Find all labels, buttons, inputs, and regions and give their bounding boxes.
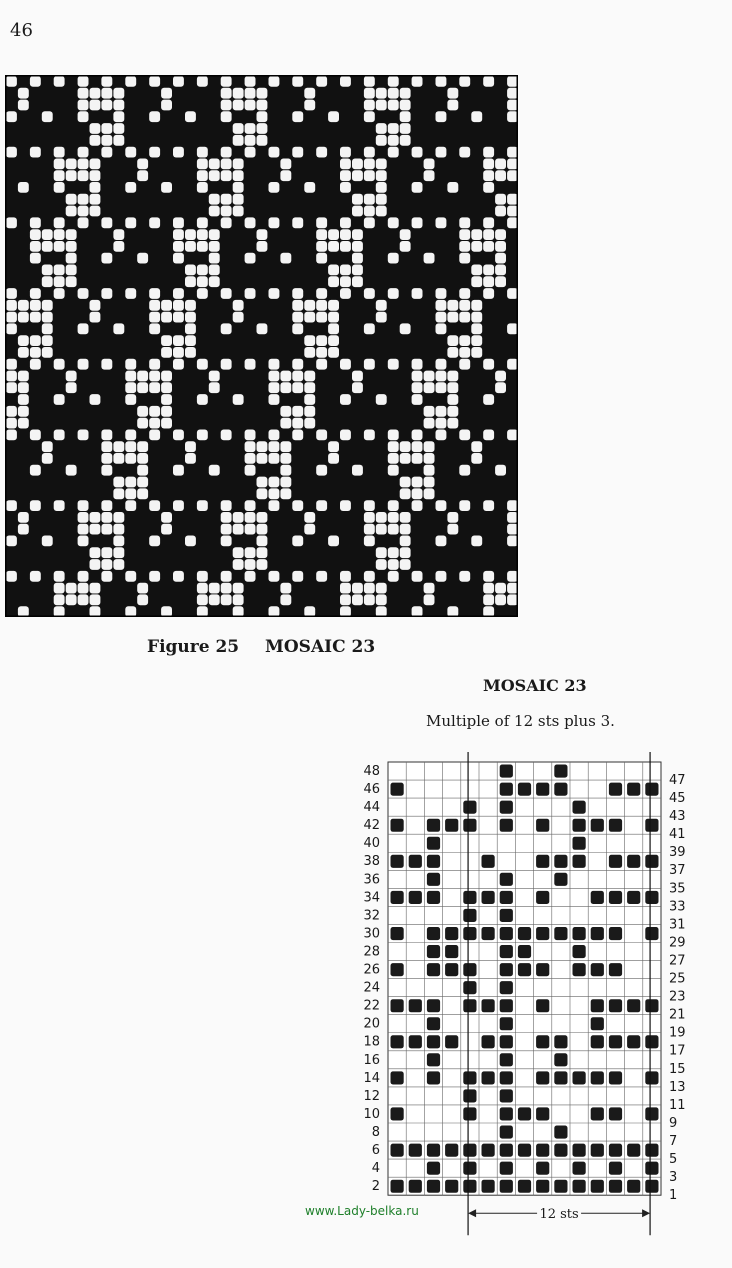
row-number-right: 19 xyxy=(669,1025,686,1041)
row-number-right: 29 xyxy=(669,935,686,951)
filled-stitch xyxy=(445,945,458,958)
filled-stitch xyxy=(554,1126,567,1139)
row-number-left: 32 xyxy=(363,908,380,924)
filled-stitch xyxy=(500,891,513,904)
filled-stitch xyxy=(591,1017,604,1030)
row-number-left: 40 xyxy=(363,836,380,852)
filled-stitch xyxy=(645,927,658,940)
filled-stitch xyxy=(463,1089,476,1102)
filled-stitch xyxy=(391,855,404,868)
figure-caption xyxy=(147,637,375,657)
row-number-right: 5 xyxy=(669,1152,678,1168)
filled-stitch xyxy=(391,1035,404,1048)
filled-stitch xyxy=(554,1053,567,1066)
filled-stitch xyxy=(609,963,622,976)
filled-stitch xyxy=(500,819,513,832)
filled-stitch xyxy=(518,1107,531,1120)
filled-stitch xyxy=(391,1144,404,1157)
row-number-right: 13 xyxy=(669,1079,686,1095)
filled-stitch xyxy=(463,927,476,940)
filled-stitch xyxy=(391,1071,404,1084)
filled-stitch xyxy=(427,1035,440,1048)
filled-stitch xyxy=(482,927,495,940)
filled-stitch xyxy=(500,927,513,940)
filled-stitch xyxy=(445,927,458,940)
filled-stitch xyxy=(391,891,404,904)
filled-stitch xyxy=(573,1071,586,1084)
row-number-right: 15 xyxy=(669,1061,686,1077)
filled-stitch xyxy=(391,1107,404,1120)
filled-stitch xyxy=(463,1162,476,1175)
filled-stitch xyxy=(554,873,567,886)
filled-stitch xyxy=(573,837,586,850)
filled-stitch xyxy=(391,927,404,940)
filled-stitch xyxy=(500,1144,513,1157)
filled-stitch xyxy=(482,891,495,904)
filled-stitch xyxy=(573,801,586,814)
row-number-left: 6 xyxy=(371,1143,380,1159)
figure-label: Figure 25 xyxy=(147,637,240,657)
filled-stitch xyxy=(518,963,531,976)
filled-stitch xyxy=(609,1035,622,1048)
row-number-left: 48 xyxy=(363,763,380,779)
row-number-right: 9 xyxy=(669,1115,678,1131)
filled-stitch xyxy=(427,963,440,976)
filled-stitch xyxy=(591,891,604,904)
row-number-left: 24 xyxy=(363,980,380,996)
filled-stitch xyxy=(609,999,622,1012)
filled-stitch xyxy=(627,1180,640,1193)
row-number-right: 31 xyxy=(669,917,686,933)
filled-stitch xyxy=(482,855,495,868)
filled-stitch xyxy=(482,999,495,1012)
filled-stitch xyxy=(645,891,658,904)
filled-stitch xyxy=(500,1053,513,1066)
row-number-left: 26 xyxy=(363,962,380,978)
filled-stitch xyxy=(427,1017,440,1030)
row-number-right: 23 xyxy=(669,989,686,1005)
filled-stitch xyxy=(500,1017,513,1030)
filled-stitch xyxy=(536,891,549,904)
filled-stitch xyxy=(554,765,567,778)
filled-stitch xyxy=(500,945,513,958)
page-number: 46 xyxy=(10,20,33,41)
filled-stitch xyxy=(500,999,513,1012)
filled-stitch xyxy=(645,1162,658,1175)
filled-stitch xyxy=(536,1107,549,1120)
filled-stitch xyxy=(518,927,531,940)
filled-stitch xyxy=(482,1180,495,1193)
filled-stitch xyxy=(427,1144,440,1157)
filled-stitch xyxy=(591,1071,604,1084)
filled-stitch xyxy=(445,963,458,976)
filled-stitch xyxy=(500,1071,513,1084)
filled-stitch xyxy=(500,963,513,976)
filled-stitch xyxy=(591,927,604,940)
row-number-right: 1 xyxy=(669,1188,678,1204)
row-number-left: 34 xyxy=(363,890,380,906)
filled-stitch xyxy=(536,1144,549,1157)
row-number-right: 27 xyxy=(669,953,686,969)
filled-stitch xyxy=(609,783,622,796)
row-number-left: 2 xyxy=(371,1179,380,1195)
filled-stitch xyxy=(573,963,586,976)
filled-stitch xyxy=(609,927,622,940)
filled-stitch xyxy=(463,981,476,994)
filled-stitch xyxy=(391,783,404,796)
filled-stitch xyxy=(627,999,640,1012)
row-number-right: 17 xyxy=(669,1043,686,1059)
watermark: www.Lady-belka.ru xyxy=(305,1204,419,1218)
row-number-left: 44 xyxy=(363,800,380,816)
knitting-chart xyxy=(350,752,720,1267)
row-number-left: 38 xyxy=(363,854,380,870)
filled-stitch xyxy=(391,819,404,832)
filled-stitch xyxy=(409,1035,422,1048)
filled-stitch xyxy=(391,1180,404,1193)
row-number-left: 14 xyxy=(363,1070,380,1086)
filled-stitch xyxy=(645,1071,658,1084)
filled-stitch xyxy=(573,819,586,832)
filled-stitch xyxy=(536,819,549,832)
filled-stitch xyxy=(645,819,658,832)
filled-stitch xyxy=(463,1071,476,1084)
filled-stitch xyxy=(518,783,531,796)
filled-stitch xyxy=(536,1162,549,1175)
filled-stitch xyxy=(591,999,604,1012)
filled-stitch xyxy=(554,1071,567,1084)
filled-stitch xyxy=(409,999,422,1012)
row-number-left: 42 xyxy=(363,818,380,834)
filled-stitch xyxy=(573,945,586,958)
filled-stitch xyxy=(409,1144,422,1157)
filled-stitch xyxy=(500,909,513,922)
filled-stitch xyxy=(463,999,476,1012)
figure-title: MOSAIC 23 xyxy=(265,637,376,657)
filled-stitch xyxy=(573,1162,586,1175)
row-number-left: 36 xyxy=(363,872,380,888)
row-number-right: 33 xyxy=(669,899,686,915)
filled-stitch xyxy=(463,819,476,832)
filled-stitch xyxy=(463,1144,476,1157)
filled-stitch xyxy=(554,1035,567,1048)
row-number-right: 47 xyxy=(669,772,686,788)
row-number-left: 8 xyxy=(371,1124,380,1140)
row-number-left: 30 xyxy=(363,926,380,942)
filled-stitch xyxy=(500,981,513,994)
row-number-right: 25 xyxy=(669,971,686,987)
filled-stitch xyxy=(609,891,622,904)
filled-stitch xyxy=(427,873,440,886)
filled-stitch xyxy=(500,765,513,778)
filled-stitch xyxy=(536,1071,549,1084)
filled-stitch xyxy=(627,783,640,796)
row-number-left: 18 xyxy=(363,1034,380,1050)
filled-stitch xyxy=(591,1180,604,1193)
filled-stitch xyxy=(518,1144,531,1157)
filled-stitch xyxy=(445,819,458,832)
filled-stitch xyxy=(500,1180,513,1193)
filled-stitch xyxy=(427,999,440,1012)
filled-stitch xyxy=(536,783,549,796)
filled-stitch xyxy=(427,1071,440,1084)
filled-stitch xyxy=(645,999,658,1012)
filled-stitch xyxy=(500,1089,513,1102)
filled-stitch xyxy=(427,891,440,904)
row-number-right: 35 xyxy=(669,881,686,897)
filled-stitch xyxy=(573,927,586,940)
filled-stitch xyxy=(463,963,476,976)
filled-stitch xyxy=(573,1144,586,1157)
row-number-right: 7 xyxy=(669,1133,678,1149)
filled-stitch xyxy=(645,1035,658,1048)
filled-stitch xyxy=(645,1107,658,1120)
filled-stitch xyxy=(391,963,404,976)
row-number-left: 22 xyxy=(363,998,380,1014)
repeat-label: 12 sts xyxy=(539,1207,579,1223)
filled-stitch xyxy=(536,1180,549,1193)
filled-stitch xyxy=(627,1035,640,1048)
filled-stitch xyxy=(500,783,513,796)
filled-stitch xyxy=(427,1180,440,1193)
filled-stitch xyxy=(445,1144,458,1157)
filled-stitch xyxy=(427,945,440,958)
filled-stitch xyxy=(463,801,476,814)
filled-stitch xyxy=(536,999,549,1012)
filled-stitch xyxy=(573,1180,586,1193)
filled-stitch xyxy=(554,1180,567,1193)
filled-stitch xyxy=(500,1126,513,1139)
row-number-left: 10 xyxy=(363,1106,380,1122)
filled-stitch xyxy=(409,1180,422,1193)
filled-stitch xyxy=(609,819,622,832)
filled-stitch xyxy=(445,1035,458,1048)
filled-stitch xyxy=(645,783,658,796)
row-number-left: 4 xyxy=(371,1161,380,1177)
filled-stitch xyxy=(609,1107,622,1120)
chart-title: MOSAIC 23 xyxy=(483,676,587,695)
filled-stitch xyxy=(463,891,476,904)
knitted-swatch-photo xyxy=(5,75,518,617)
filled-stitch xyxy=(591,819,604,832)
filled-stitch xyxy=(500,801,513,814)
filled-stitch xyxy=(500,1035,513,1048)
filled-stitch xyxy=(627,1144,640,1157)
filled-stitch xyxy=(609,1180,622,1193)
filled-stitch xyxy=(463,1180,476,1193)
chart-subtitle: Multiple of 12 sts plus 3. xyxy=(426,712,615,730)
filled-stitch xyxy=(409,891,422,904)
filled-stitch xyxy=(482,1071,495,1084)
row-number-left: 28 xyxy=(363,944,380,960)
row-number-right: 41 xyxy=(669,827,686,843)
filled-stitch xyxy=(427,1162,440,1175)
filled-stitch xyxy=(518,1180,531,1193)
row-number-right: 3 xyxy=(669,1170,678,1186)
filled-stitch xyxy=(591,963,604,976)
filled-stitch xyxy=(427,819,440,832)
filled-stitch xyxy=(536,855,549,868)
row-number-left: 16 xyxy=(363,1052,380,1068)
filled-stitch xyxy=(609,1071,622,1084)
row-number-left: 12 xyxy=(363,1088,380,1104)
filled-stitch xyxy=(463,909,476,922)
filled-stitch xyxy=(645,1144,658,1157)
filled-stitch xyxy=(609,1162,622,1175)
filled-stitch xyxy=(500,1162,513,1175)
filled-stitch xyxy=(518,945,531,958)
row-number-right: 21 xyxy=(669,1007,686,1023)
filled-stitch xyxy=(500,873,513,886)
filled-stitch xyxy=(554,783,567,796)
filled-stitch xyxy=(591,1035,604,1048)
filled-stitch xyxy=(554,855,567,868)
filled-stitch xyxy=(573,855,586,868)
filled-stitch xyxy=(445,1180,458,1193)
filled-stitch xyxy=(536,963,549,976)
filled-stitch xyxy=(391,999,404,1012)
filled-stitch xyxy=(536,927,549,940)
row-number-right: 43 xyxy=(669,809,686,825)
filled-stitch xyxy=(554,1144,567,1157)
row-number-right: 39 xyxy=(669,845,686,861)
filled-stitch xyxy=(645,1180,658,1193)
row-number-left: 46 xyxy=(363,782,380,798)
filled-stitch xyxy=(627,855,640,868)
filled-stitch xyxy=(463,1107,476,1120)
row-number-right: 11 xyxy=(669,1097,686,1113)
filled-stitch xyxy=(591,1144,604,1157)
row-number-right: 37 xyxy=(669,863,686,879)
filled-stitch xyxy=(409,855,422,868)
filled-stitch xyxy=(591,1107,604,1120)
filled-stitch xyxy=(609,855,622,868)
filled-stitch xyxy=(427,837,440,850)
filled-stitch xyxy=(427,927,440,940)
filled-stitch xyxy=(427,1053,440,1066)
filled-stitch xyxy=(645,855,658,868)
row-number-left: 20 xyxy=(363,1016,380,1032)
filled-stitch xyxy=(554,927,567,940)
filled-stitch xyxy=(482,1035,495,1048)
filled-stitch xyxy=(627,891,640,904)
filled-stitch xyxy=(536,1035,549,1048)
row-number-right: 45 xyxy=(669,791,686,807)
filled-stitch xyxy=(427,855,440,868)
filled-stitch xyxy=(482,1144,495,1157)
filled-stitch xyxy=(609,1144,622,1157)
filled-stitch xyxy=(500,1107,513,1120)
